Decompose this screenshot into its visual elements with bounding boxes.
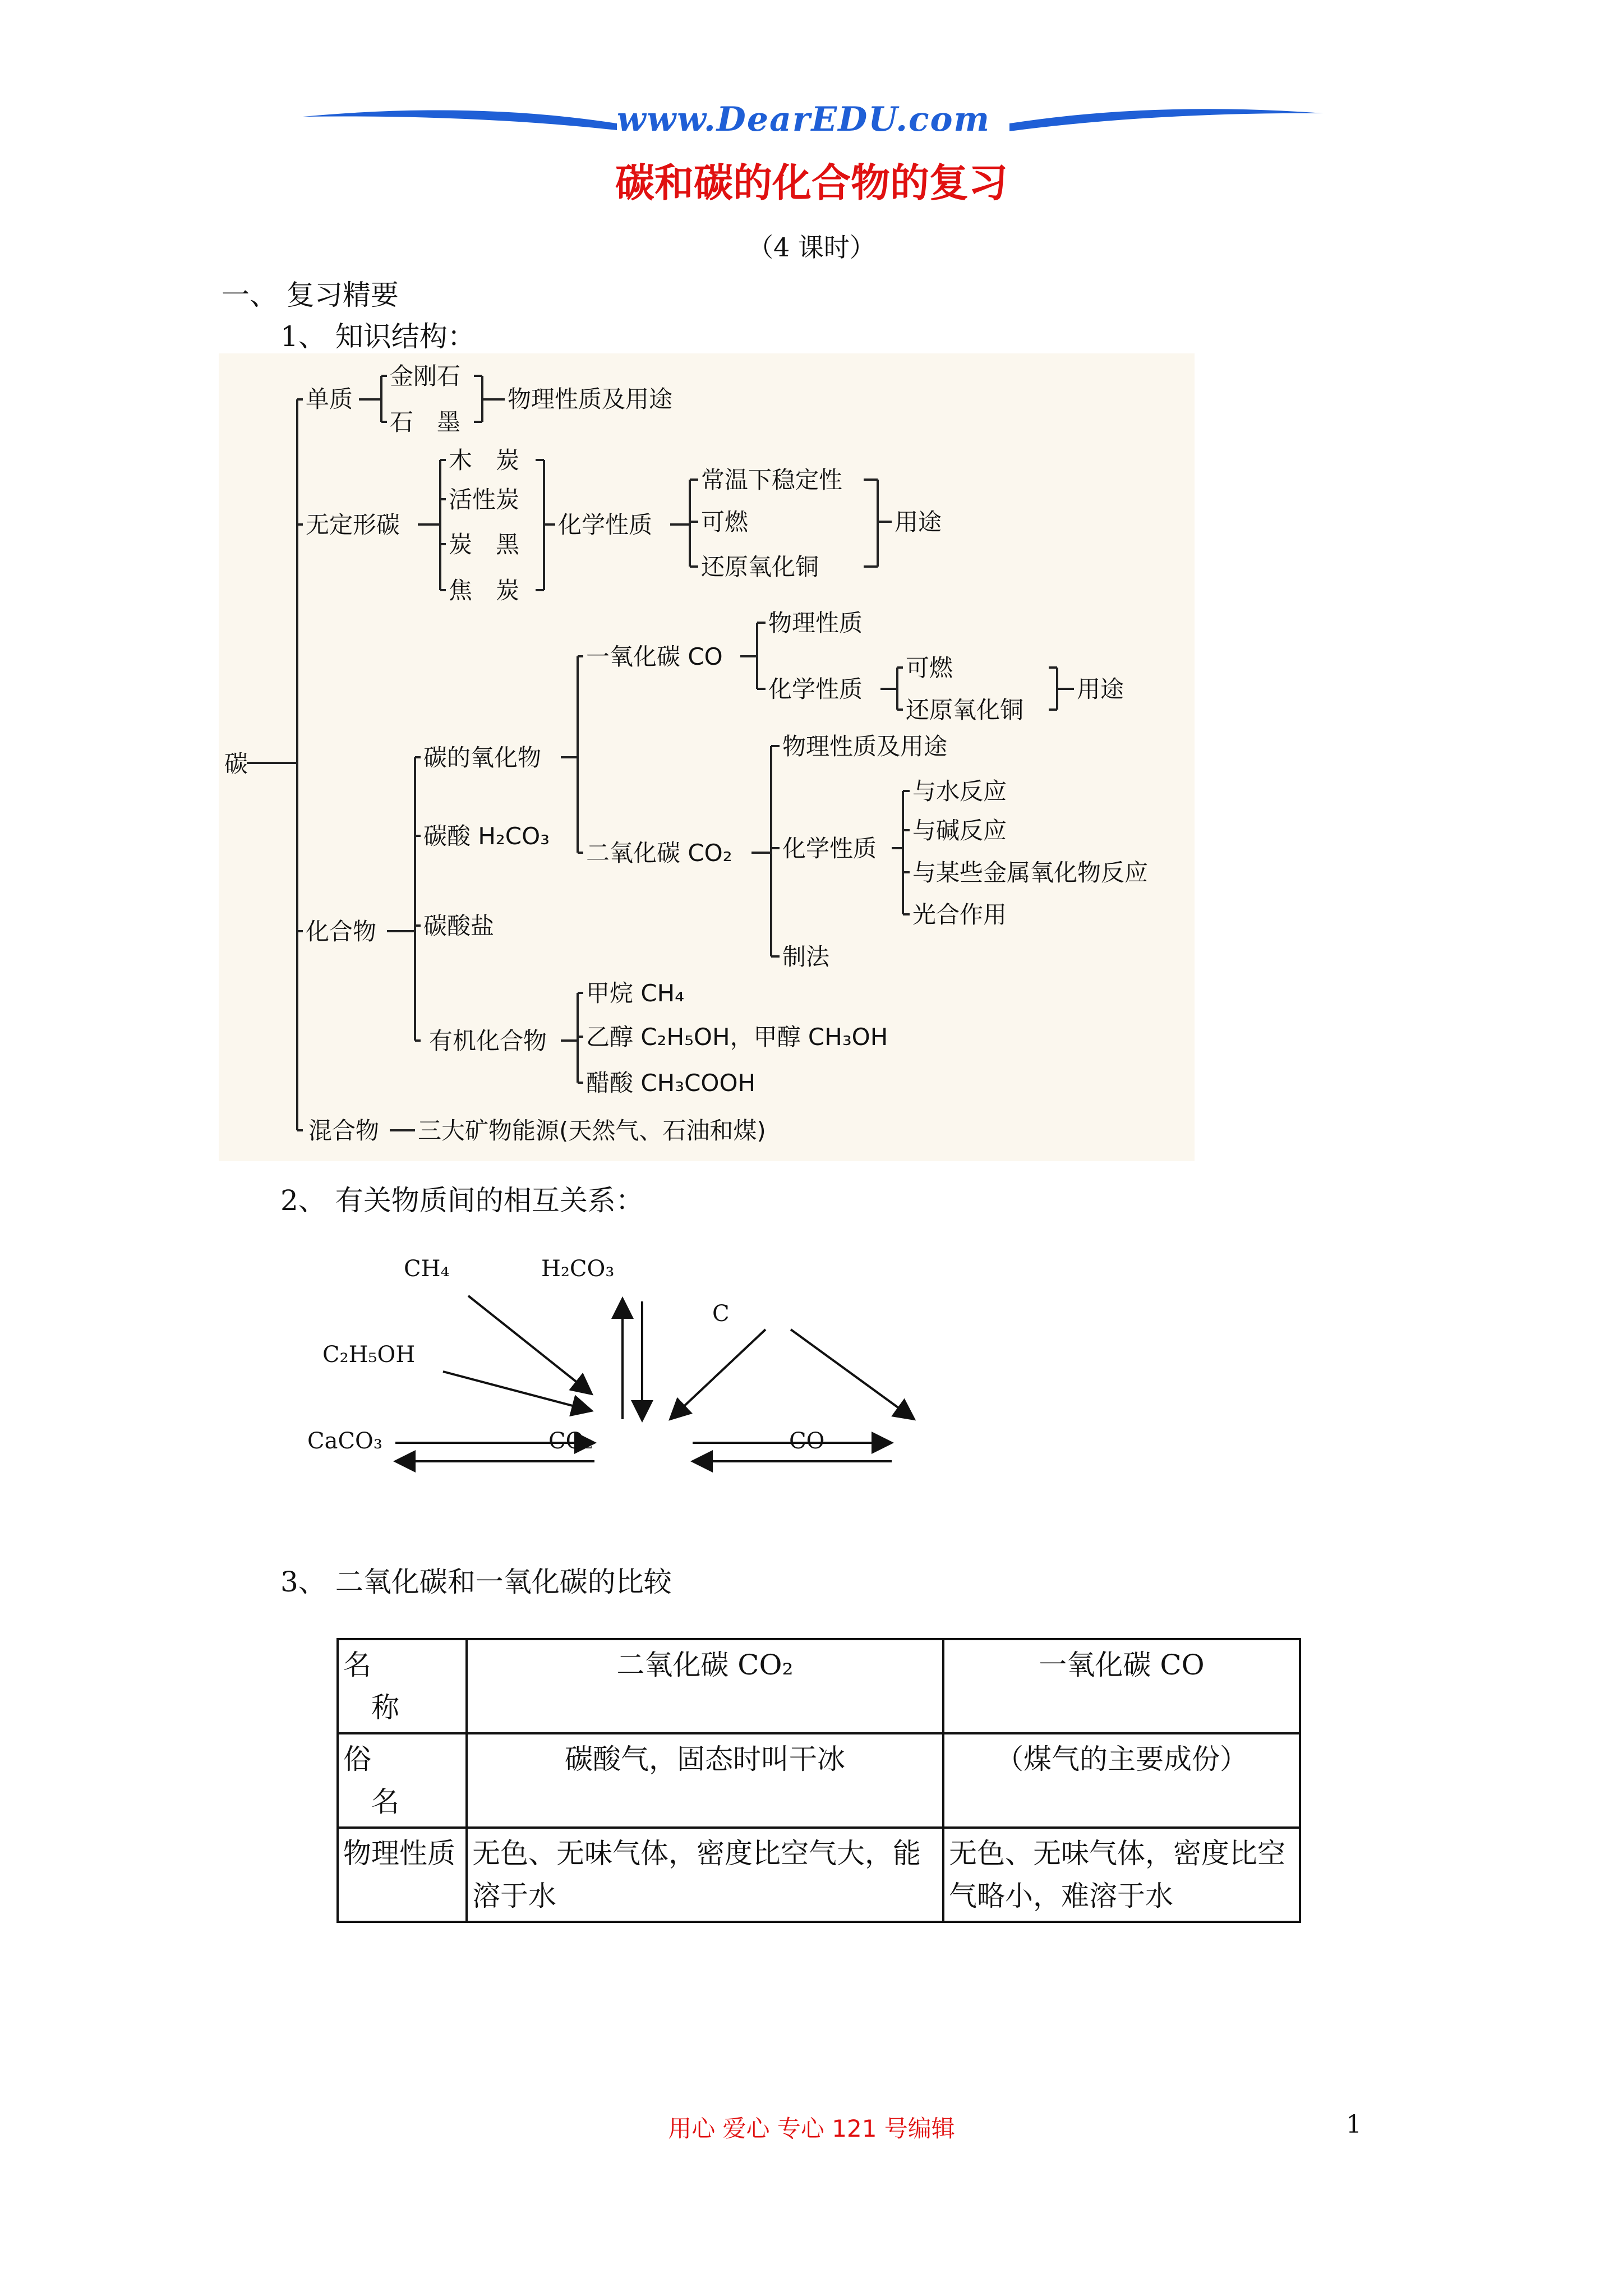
tree-danzhi-prop: 物理性质及用途 xyxy=(508,385,673,413)
knowledge-tree-diagram xyxy=(219,353,1195,1161)
tree-huaxue: 化学性质 xyxy=(558,511,653,539)
tree-hunhewu: 混合物 xyxy=(308,1117,380,1144)
table-row xyxy=(338,1639,1300,1733)
tree-co-huaxue: 化学性质 xyxy=(768,675,863,703)
tree-root: 碳 xyxy=(224,750,248,777)
tree-co2-zhifa: 制法 xyxy=(782,943,830,970)
tree-huoxingtan: 活性炭 xyxy=(449,486,520,513)
header-logo-text[interactable]: www.DearEDU.com xyxy=(617,100,991,139)
tree-tansuan: 碳酸 H₂CO₃ xyxy=(423,822,550,850)
tree-co2-huaxue: 化学性质 xyxy=(782,835,877,862)
page-title: 碳和碳的化合物的复习 xyxy=(615,160,1008,206)
rel-ch4: CH₄ xyxy=(404,1256,450,1282)
tree-jingangshi: 金刚石 xyxy=(390,362,461,390)
item-comparison: 3、 二氧化碳和一氧化碳的比较 xyxy=(280,1566,672,1598)
tree-cusuan: 醋酸 CH₃COOH xyxy=(586,1069,756,1097)
rel-c: C xyxy=(712,1301,730,1327)
tree-co2-guanghe: 光合作用 xyxy=(912,901,1007,928)
rel-h2co3: H₂CO₃ xyxy=(541,1256,615,1282)
tree-tanhei: 炭 黑 xyxy=(449,531,520,558)
tree-kuangwu: 三大矿物能源(天然气、石油和煤) xyxy=(418,1117,766,1144)
section-heading: 一、 复习精要 xyxy=(222,279,399,311)
table-cell: 一氧化碳 CO xyxy=(943,1639,1300,1733)
tree-co-keran: 可燃 xyxy=(906,654,953,682)
tree-co2: 二氧化碳 CO₂ xyxy=(586,839,732,867)
rel-caco3: CaCO₃ xyxy=(307,1428,382,1454)
table-row xyxy=(338,1733,1300,1828)
tree-jiawan: 甲烷 CH₄ xyxy=(586,979,685,1007)
table-row xyxy=(338,1828,1300,1922)
tree-co-wuli: 物理性质 xyxy=(768,609,863,637)
tree-co: 一氧化碳 CO xyxy=(586,643,723,670)
tree-yongtu: 用途 xyxy=(895,508,942,536)
table-cell: 无色、无味气体，密度比空气大，能溶于水 xyxy=(467,1828,943,1922)
tree-co2-shui: 与水反应 xyxy=(912,777,1007,805)
table-cell: 二氧化碳 CO₂ xyxy=(467,1639,943,1733)
tree-yanghuawu: 碳的氧化物 xyxy=(423,744,542,771)
table-cell: 名 称 xyxy=(338,1639,467,1733)
table-cell: 无色、无味气体，密度比空气略小，难溶于水 xyxy=(943,1828,1300,1922)
tree-danzhi: 单质 xyxy=(306,385,353,413)
rel-c2h5oh: C₂H₅OH xyxy=(322,1342,416,1368)
tree-yichun: 乙醇 C₂H₅OH，甲醇 CH₃OH xyxy=(586,1023,888,1051)
tree-huanyuan: 还原氧化铜 xyxy=(701,553,819,581)
table-cell: 俗 名 xyxy=(338,1733,467,1828)
table-cell: 碳酸气，固态时叫干冰 xyxy=(467,1733,943,1828)
tree-co-yongtu: 用途 xyxy=(1077,675,1124,703)
rel-co2: CO₂ xyxy=(548,1428,593,1454)
table-cell: （煤气的主要成份） xyxy=(943,1733,1300,1828)
tree-wudingxing: 无定形碳 xyxy=(306,511,400,539)
relations-diagram xyxy=(280,1228,953,1487)
tree-co2-wuli: 物理性质及用途 xyxy=(782,733,948,760)
rel-co: CO xyxy=(789,1428,825,1454)
table-cell: 物理性质 xyxy=(338,1828,467,1922)
tree-co-huanyuan: 还原氧化铜 xyxy=(906,696,1024,724)
page-number: 1 xyxy=(1346,2110,1362,2139)
tree-jiaotan: 焦 炭 xyxy=(449,577,520,604)
tree-changwen: 常温下稳定性 xyxy=(701,466,843,494)
tree-youji: 有机化合物 xyxy=(429,1027,547,1055)
item-knowledge-structure: 1、 知识结构： xyxy=(280,320,476,353)
tree-mutan: 木 炭 xyxy=(449,447,520,474)
tree-co2-jinshu: 与某些金属氧化物反应 xyxy=(912,859,1149,886)
tree-co2-jian: 与碱反应 xyxy=(912,817,1007,844)
item-relations: 2、 有关物质间的相互关系： xyxy=(280,1184,644,1217)
tree-huahewu: 化合物 xyxy=(306,918,377,945)
tree-shimo: 石 墨 xyxy=(390,408,461,436)
footer-text: 用心 爱心 专心 121 号编辑 xyxy=(668,2115,955,2142)
comparison-table xyxy=(336,1638,1301,1923)
tree-keran: 可燃 xyxy=(701,508,749,536)
tree-tansuanyan: 碳酸盐 xyxy=(423,912,495,940)
page-subtitle: （4 课时） xyxy=(748,232,875,263)
